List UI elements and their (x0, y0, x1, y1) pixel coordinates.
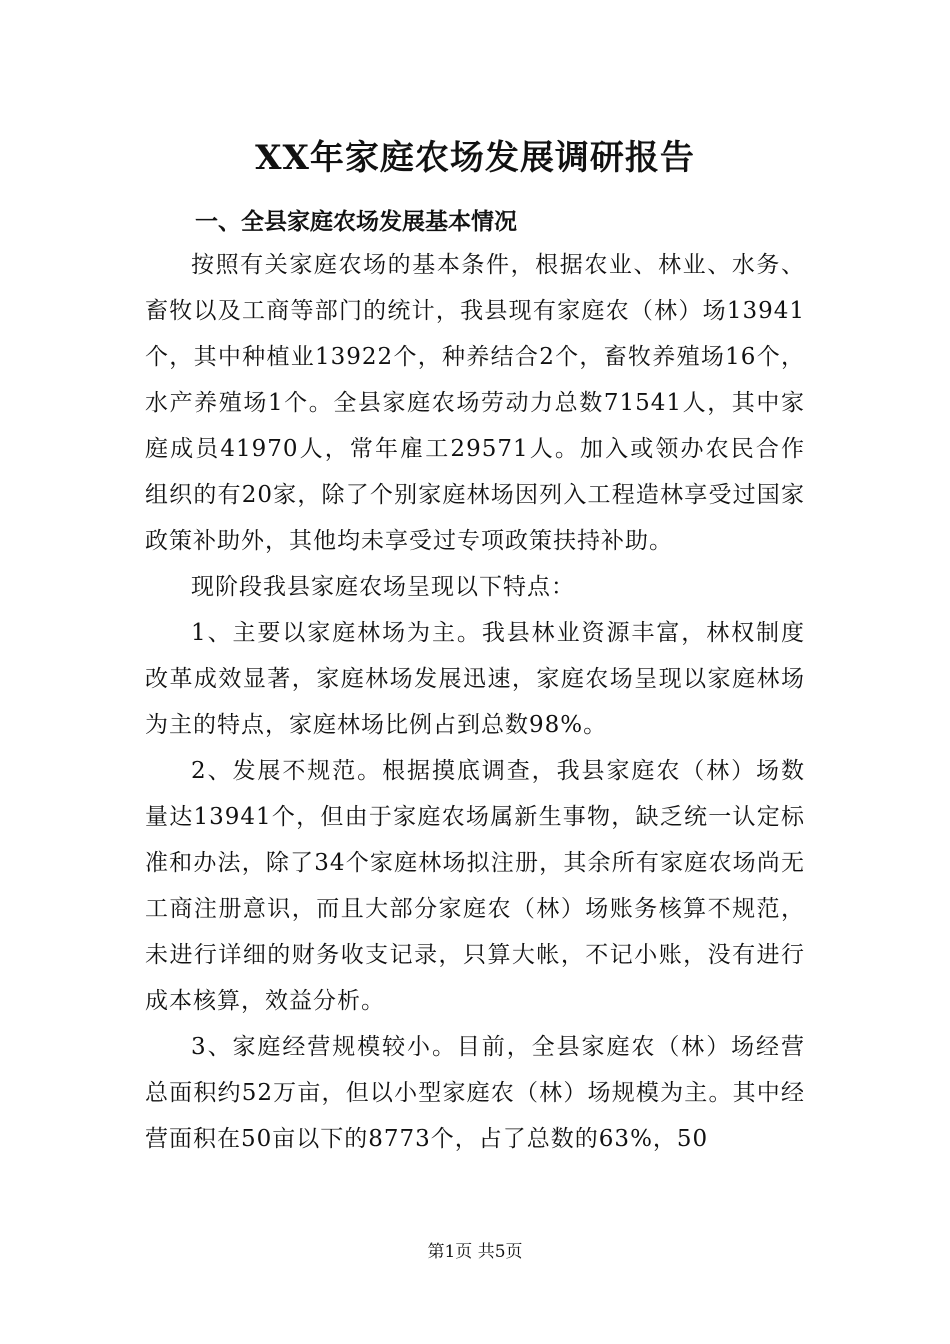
paragraph-basic-situation: 按照有关家庭农场的基本条件，根据农业、林业、水务、畜牧以及工商等部门的统计，我县现有家庭农（林）场13941个，其中种植业13922个，种养结合2个，畜牧养殖场16个，水产养殖场1个。全县家庭农场劳动力总数71541人，其中家庭成员41970人，常年雇工29571人。加入或领办农民合作组织的有20家，除了个别家庭林场因列入工程造林享受过国家政策补助外，其他均未享受过专项政策扶持补助。 (145, 252, 805, 554)
page-footer: 第1页 共5页 (427, 1242, 523, 1262)
section-heading: 一、全县家庭农场发展基本情况 (195, 209, 517, 235)
paragraph-feature-1: 1、主要以家庭林场为主。我县林业资源丰富，林权制度改革成效显著，家庭林场发展迅速，家庭农场呈现以家庭林场为主的特点，家庭林场比例占到总数98%。 (145, 620, 805, 738)
paragraph-features-intro: 现阶段我县家庭农场呈现以下特点： (191, 574, 575, 600)
paragraph-feature-3: 3、家庭经营规模较小。目前，全县家庭农（林）场经营总面积约52万亩，但以小型家庭农（林）场规模为主。其中经营面积在50亩以下的8773个，占了总数的63%，50 (145, 1034, 805, 1152)
paragraph-feature-2: 2、发展不规范。根据摸底调查，我县家庭农（林）场数量达13941个，但由于家庭农场属新生事物，缺乏统一认定标准和办法，除了34个家庭林场拟注册，其余所有家庭农场尚无工商注册意识，而且大部分家庭农（林）场账务核算不规范，未进行详细的财务收支记录，只算大帐，不记小账，没有进行成本核算，效益分析。 (145, 758, 805, 1014)
document-title: XX年家庭农场发展调研报告 (255, 138, 695, 178)
document-body (145, 242, 805, 1162)
